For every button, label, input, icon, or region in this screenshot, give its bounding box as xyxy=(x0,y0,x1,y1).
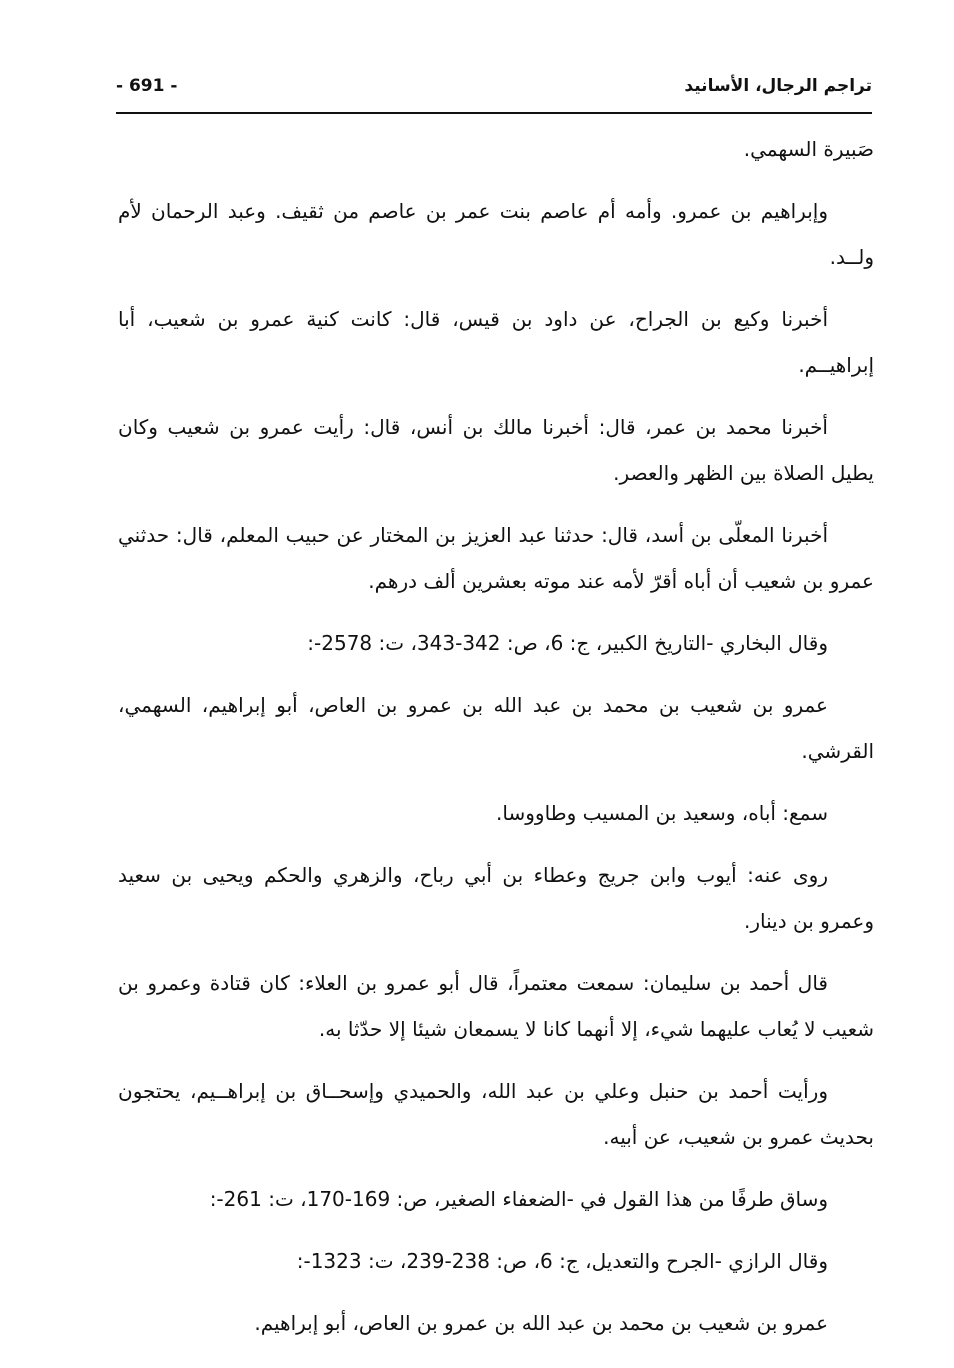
header-divider xyxy=(116,112,872,114)
paragraph: قال أحمد بن سليمان: سمعت معتمراً، قال أبو عمرو بن العلاء: كان قتادة وعمرو بن شعيب لا يُعاب عليهما شيء، إلا أنهما كانا لا يسمعان شيئا إلا حدّثا به. xyxy=(118,971,874,1041)
page-number: - 691 - xyxy=(116,76,178,96)
page-body xyxy=(118,126,874,1362)
citation-line: عمرو بن شعيب بن محمد بن عبد الله بن عمرو بن العاص، أبو إبراهيم. xyxy=(254,1311,828,1335)
citation-line: وساق طرفًا من هذا القول في -الضعفاء الصغير، ص: 169-170، ت: 261-: xyxy=(209,1187,828,1211)
paragraph: أخبرنا المعلّى بن أسد، قال: حدثنا عبد العزيز بن المختار عن حبيب المعلم، قال: حدثني عمرو بن شعيب أن أباه أقرّ لأمه عند موته بعشرين ألف درهم. xyxy=(118,523,874,593)
citation-line: وقال الرازي -الجرح والتعديل، ج: 6، ص: 238-239، ت: 1323-: xyxy=(296,1249,828,1273)
running-title: تراجم الرجال، الأسانيد xyxy=(684,76,872,96)
paragraph: ورأيت أحمد بن حنبل وعلي بن عبد الله، والحميدي وإسحــاق بن إبراهــيم، يحتجون بحديث عمرو بن شعيب، عن أبيه. xyxy=(118,1079,874,1149)
page-header xyxy=(116,68,872,112)
paragraph: أخبرنا محمد بن عمر، قال: أخبرنا مالك بن أنس، قال: رأيت عمرو بن شعيب وكان يطيل الصلاة بين الظهر والعصر. xyxy=(118,415,874,485)
paragraph: صَبيرة السهمي. xyxy=(743,137,874,161)
paragraph: سمع: أباه، وسعيد بن المسيب وطاووسا. xyxy=(496,801,828,825)
paragraph: وإبراهيم بن عمرو. وأمه أم عاصم بنت عمر بن عاصم من ثقيف. وعبد الرحمان لأم ولــد. xyxy=(118,199,874,269)
citation-line: وقال البخاري -التاريخ الكبير، ج: 6، ص: 342-343، ت: 2578-: xyxy=(307,631,828,655)
paragraph: أخبرنا وكيع بن الجراح، عن داود بن قيس، قال: كانت كنية عمرو بن شعيب، أبا إبراهيــم. xyxy=(118,307,874,377)
paragraph: عمرو بن شعيب بن محمد بن عبد الله بن عمرو بن العاص، أبو إبراهيم، السهمي، القرشي. xyxy=(118,693,874,763)
paragraph: روى عنه: أيوب وابن جريج وعطاء بن أبي رباح، والزهري والحكم ويحيى بن سعيد وعمرو بن دينار. xyxy=(118,863,874,933)
